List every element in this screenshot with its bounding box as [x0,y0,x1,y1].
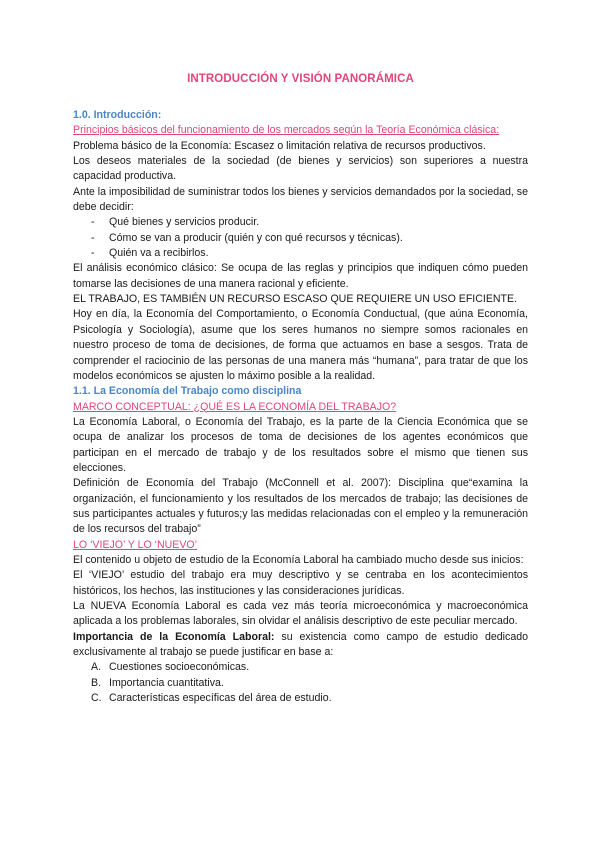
section-heading-1-1: 1.1. La Economía del Trabajo como disciplina [73,385,302,398]
section-subheading-marco-conceptual: MARCO CONCEPTUAL: ¿QUÉ ES LA ECONOMÍA DEL TRABAJO? [73,400,397,413]
paragraph: Definición de Economía del Trabajo (McConnell et al. 2007): Disciplina que“examina la organización, el funcionamiento y los resultados de los mercados de trabajo; las decisiones de sus participantes actuales y futuros;y las medidas relacionadas con el empleo y la remuneración de los recursos del trabajo” [73,477,528,536]
bullet-list [73,215,528,261]
section-subheading-viejo-nuevo: LO ‘VIEJO’ Y LO ‘NUEVO’ [73,538,198,551]
document-body [73,108,528,706]
list-label: B. [91,676,102,689]
paragraph [73,630,528,661]
paragraph: La Economía Laboral, o Economía del Trabajo, es la parte de la Ciencia Económica que se ocupa de analizar los procesos de toma de decisiones de los agentes económicos que participan en el mercado de trabajo y de los resultados sobre el mismo que tienen sus elecciones. [73,415,528,474]
list-text: Importancia cuantitativa. [109,676,224,689]
list-item [91,660,528,675]
list-item [91,676,528,691]
list-item [91,691,528,706]
list-item: - Quién va a recibirlos. [91,246,528,261]
list-label: C. [91,692,102,705]
paragraph: El análisis económico clásico: Se ocupa de las reglas y principios que indiquen cómo pueden tomarse las decisiones de una manera racional y eficiente. [73,262,528,290]
paragraph: Problema básico de la Economía: Escasez o limitación relativa de recursos productivos. [73,139,486,152]
paragraph: El contenido u objeto de estudio de la Economía Laboral ha cambiado mucho desde sus inicios: [73,553,524,566]
paragraph: Los deseos materiales de la sociedad (de bienes y servicios) son superiores a nuestra capacidad productiva. [73,155,528,183]
section-heading-1-0: 1.0. Introducción: [73,109,162,121]
list-item: - Qué bienes y servicios producir. [91,215,528,230]
page-title: INTRODUCCIÓN Y VISIÓN PANORÁMICA [187,73,414,85]
lettered-list [73,660,528,706]
paragraph: Ante la imposibilidad de suministrar todos los bienes y servicios demandados por la sociedad, se debe decidir: [73,185,528,214]
section-subheading-principios: Principios básicos del funcionamiento de los mercados según la Teoría Económica clásica: [73,124,500,137]
paragraph: Hoy en día, la Economía del Comportamiento, o Economía Conductual, (que aúna Economía, Psicología y Sociología), asume que los seres humanos no siempre somos racionales en nuestro proceso de toma de decisiones, de forma que actuamos en base a sesgos. Trata de comprender el raciocinio de las personas de una manera más “humana”, para tratar de que los modelos económicos se ajusten lo máximo posible a la realidad. [73,308,528,382]
paragraph: El ‘VIEJO’ estudio del trabajo era muy descriptivo y se centraba en los acontecimientos históricos, los hechos, las instituciones y las consideraciones jurídicas. [73,569,528,597]
list-text: Cuestiones socioeconómicas. [109,661,250,674]
paragraph-rest: su existencia como campo de estudio dedicado exclusivamente al trabajo se puede justificar en base a: [73,630,529,659]
list-text: Características específicas del área de estudio. [109,692,332,705]
list-item: - Cómo se van a producir (quién y con qué recursos y técnicas). [91,231,528,246]
bold-lead: Importancia de la Economía Laboral: [73,630,275,643]
paragraph: La NUEVA Economía Laboral es cada vez más teoría microeconómica y macroeconómica aplicada a los problemas laborales, sin olvidar el análisis descriptivo de este peculiar mercado. [73,600,528,628]
paragraph-caps: EL TRABAJO, ES TAMBIÉN UN RECURSO ESCASO QUE REQUIERE UN USO EFICIENTE. [73,293,518,306]
list-label: A. [91,661,102,674]
